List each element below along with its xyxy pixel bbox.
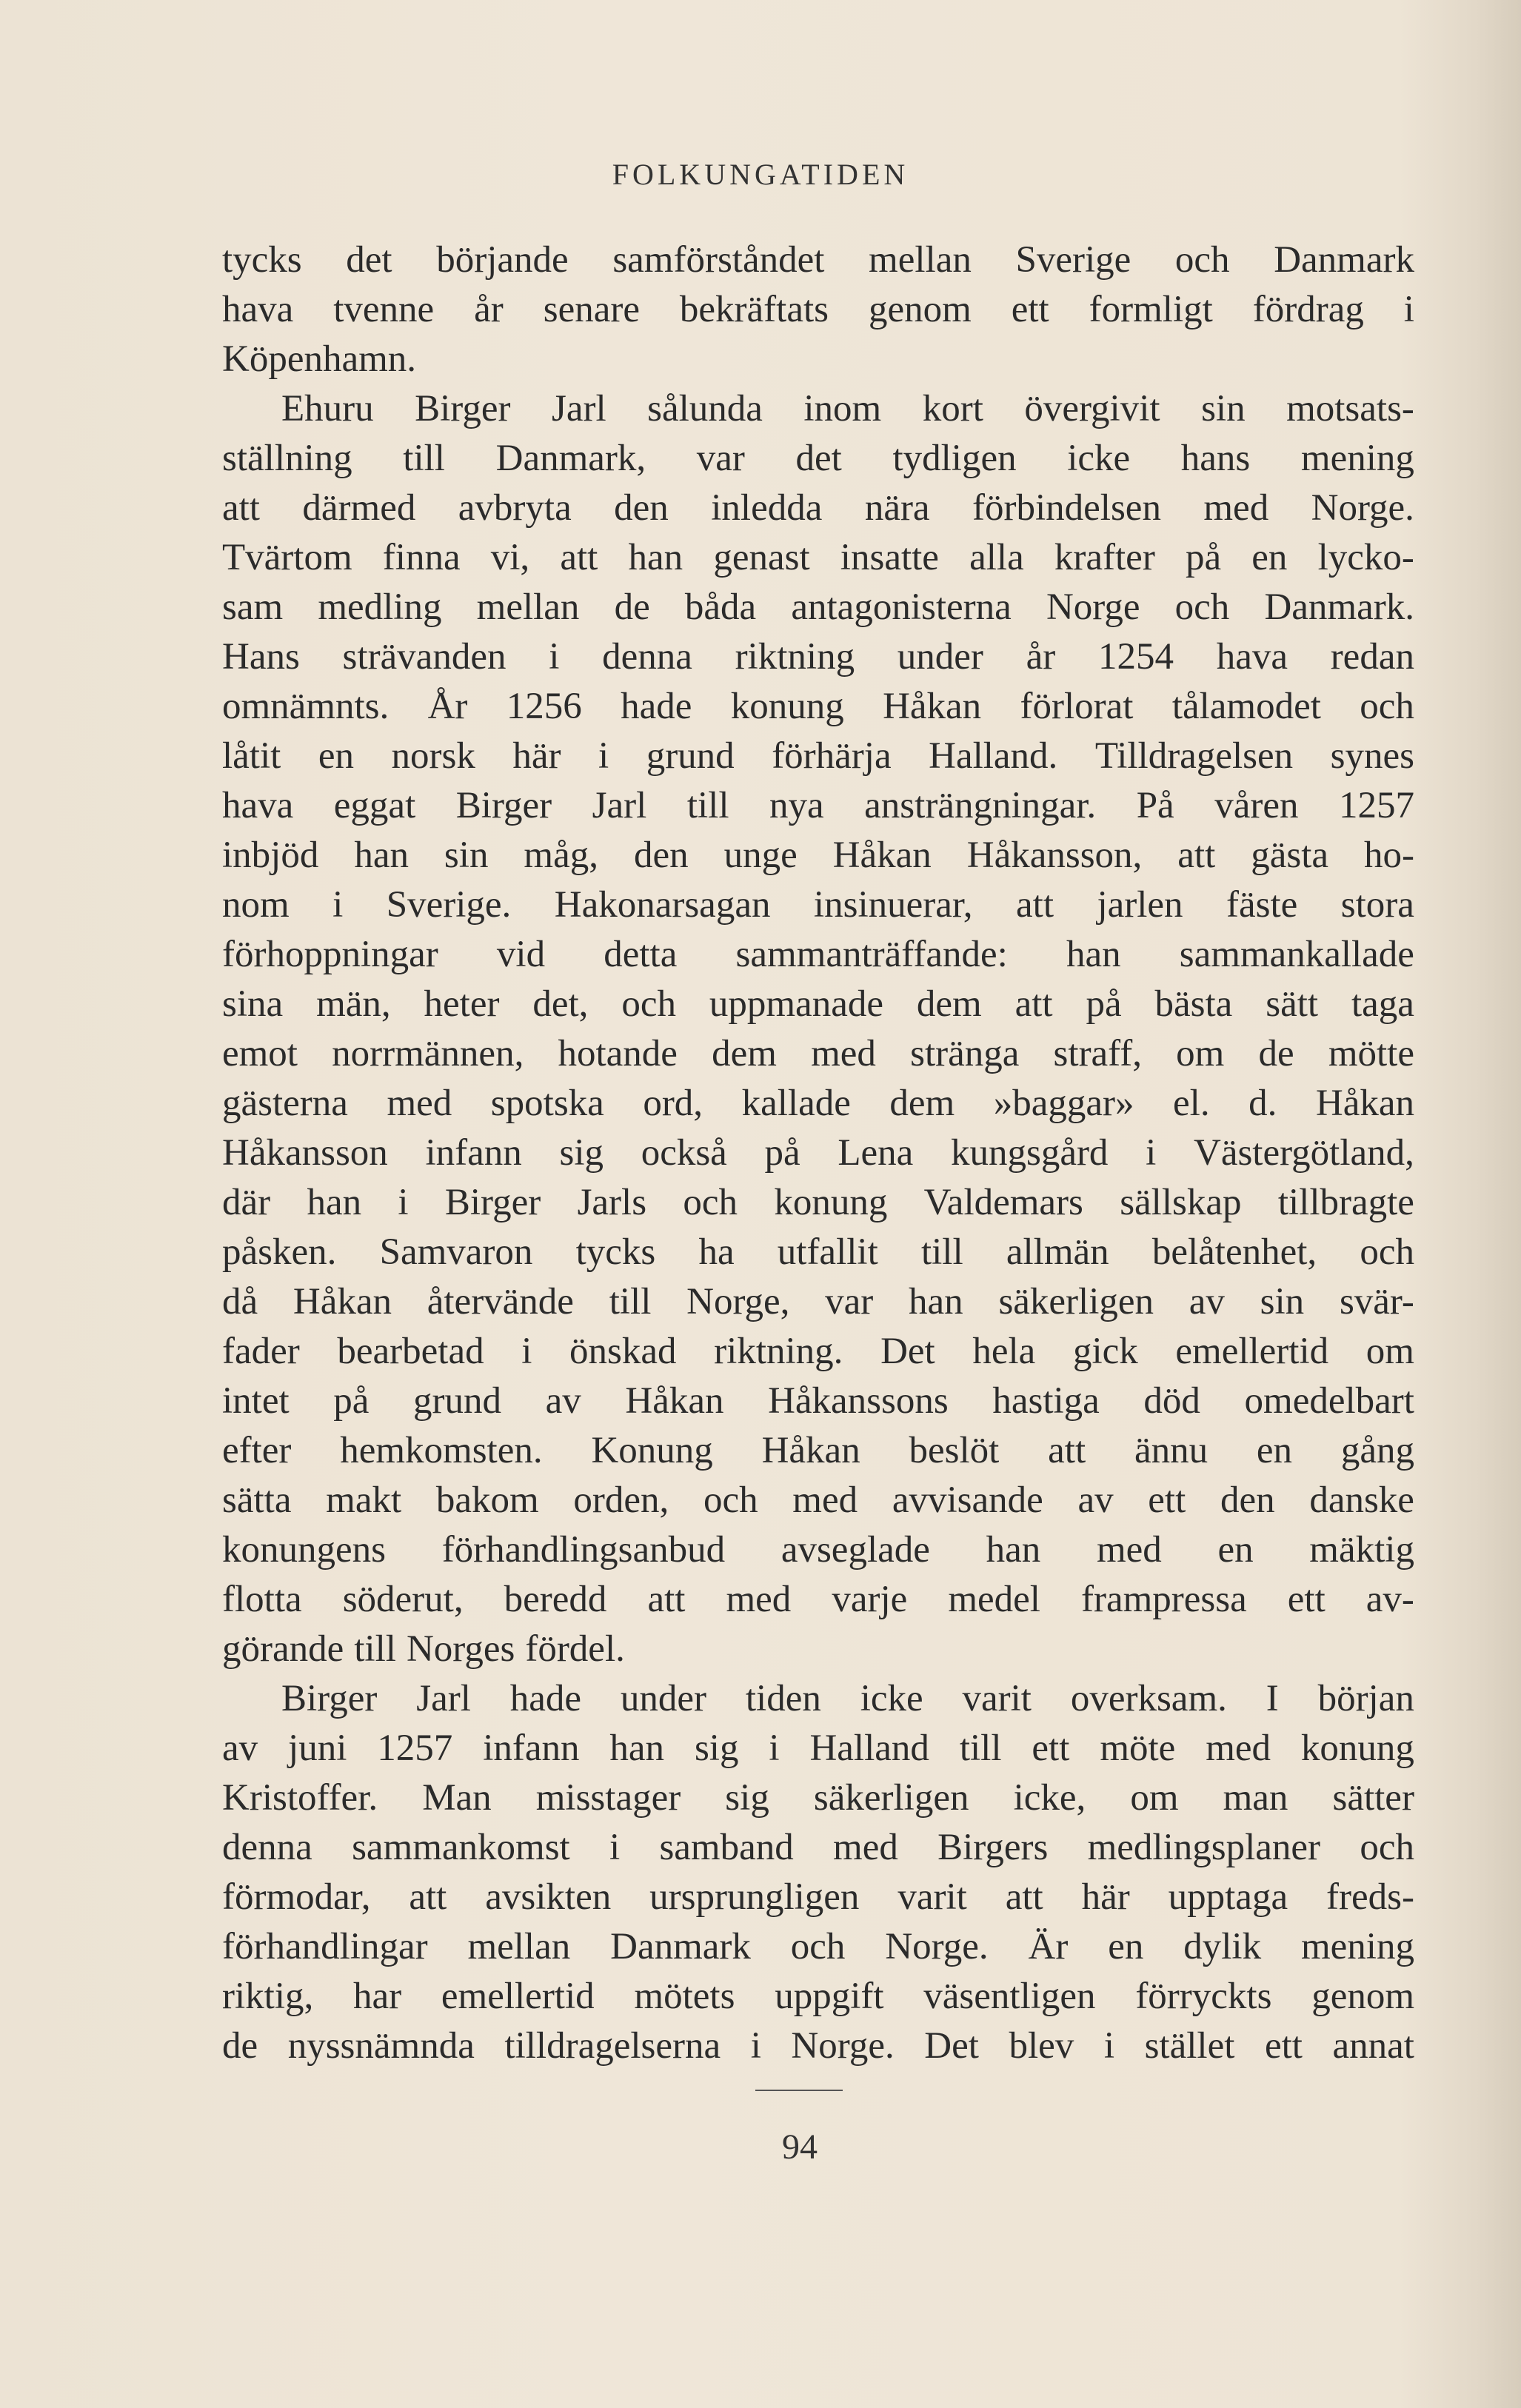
text-line: nom i Sverige. Hakonarsagan insinuerar, att jarlen fäste stora [222, 884, 1414, 926]
text-line: omnämnts. År 1256 hade konung Håkan förlorat tålamodet och [222, 686, 1414, 727]
text-line: efter hemkomsten. Konung Håkan beslöt att ännu en gång [222, 1430, 1414, 1471]
text-line: konungens förhandlingsanbud avseglade han med en mäktig [222, 1529, 1414, 1571]
text-line: tycks det börjande samförståndet mellan Sverige och Danmark [222, 239, 1414, 281]
text-line: låtit en norsk här i grund förhärja Halland. Tilldragelsen synes [222, 735, 1414, 777]
text-line: Köpenhamn. [222, 338, 417, 380]
text-line: sina män, heter det, och uppmanade dem att på bästa sätt taga [222, 983, 1414, 1025]
text-line: sätta makt bakom orden, och med avvisande av ett den danske [222, 1479, 1414, 1521]
body-text [222, 235, 1414, 2071]
text-line: Ehuru Birger Jarl sålunda inom kort övergivit sin motsats- [281, 388, 1414, 429]
page-number: 94 [782, 2127, 818, 2167]
text-line: förhoppningar vid detta sammanträffande: han sammankallade [222, 934, 1414, 975]
text-line: då Håkan återvände till Norge, var han säkerligen av sin svär- [222, 1281, 1414, 1322]
text-line: påsken. Samvaron tycks ha utfallit till allmän belåtenhet, och [222, 1231, 1414, 1273]
text-line: Tvärtom finna vi, att han genast insatte alla krafter på en lycko- [222, 537, 1414, 578]
text-line: där han i Birger Jarls och konung Valdemars sällskap tillbragte [222, 1182, 1414, 1223]
text-line: inbjöd han sin måg, den unge Håkan Håkansson, att gästa ho- [222, 835, 1414, 876]
text-line: emot norrmännen, hotande dem med stränga straff, om de mötte [222, 1033, 1414, 1074]
running-head: FOLKUNGATIDEN [612, 158, 909, 191]
text-line: Kristoffer. Man misstager sig säkerligen icke, om man sätter [222, 1777, 1414, 1819]
text-line: riktig, har emellertid mötets uppgift väsentligen förryckts genom [222, 1976, 1414, 2017]
text-line: hava tvenne år senare bekräftats genom ett formligt fördrag i [222, 289, 1414, 330]
text-line: att därmed avbryta den inledda nära förbindelsen med Norge. [222, 487, 1414, 529]
text-line: intet på grund av Håkan Håkanssons hastiga död omedelbart [222, 1380, 1414, 1422]
text-line: Hans strävanden i denna riktning under år 1254 hava redan [222, 636, 1414, 678]
text-line: fader bearbetad i önskad riktning. Det hela gick emellertid om [222, 1331, 1414, 1372]
text-line: görande till Norges fördel. [222, 1628, 625, 1670]
text-line: av juni 1257 infann han sig i Halland till ett möte med konung [222, 1728, 1414, 1769]
paragraph-2 [222, 384, 1414, 1674]
text-line: de nyssnämnda tilldragelserna i Norge. Det blev i stället ett annat [222, 2025, 1414, 2067]
footer-rule [755, 2090, 843, 2091]
paragraph-1 [222, 235, 1414, 384]
text-line: sam medling mellan de båda antagonisterna Norge och Danmark. [222, 586, 1414, 628]
text-line: flotta söderut, beredd att med varje medel frampressa ett av- [222, 1579, 1414, 1620]
paragraph-3 [222, 1674, 1414, 2071]
text-line: gästerna med spotska ord, kallade dem »baggar» el. d. Håkan [222, 1083, 1414, 1124]
text-line: denna sammankomst i samband med Birgers medlingsplaner och [222, 1827, 1414, 1868]
text-line: förhandlingar mellan Danmark och Norge. Är en dylik mening [222, 1926, 1414, 1967]
text-line: hava eggat Birger Jarl till nya ansträngningar. På våren 1257 [222, 785, 1414, 826]
text-line: ställning till Danmark, var det tydligen icke hans mening [222, 438, 1414, 479]
text-line: Håkansson infann sig också på Lena kungsgård i Västergötland, [222, 1132, 1414, 1174]
text-line: förmodar, att avsikten ursprungligen varit att här upptaga freds- [222, 1876, 1414, 1918]
text-line: Birger Jarl hade under tiden icke varit overksam. I början [281, 1678, 1414, 1719]
